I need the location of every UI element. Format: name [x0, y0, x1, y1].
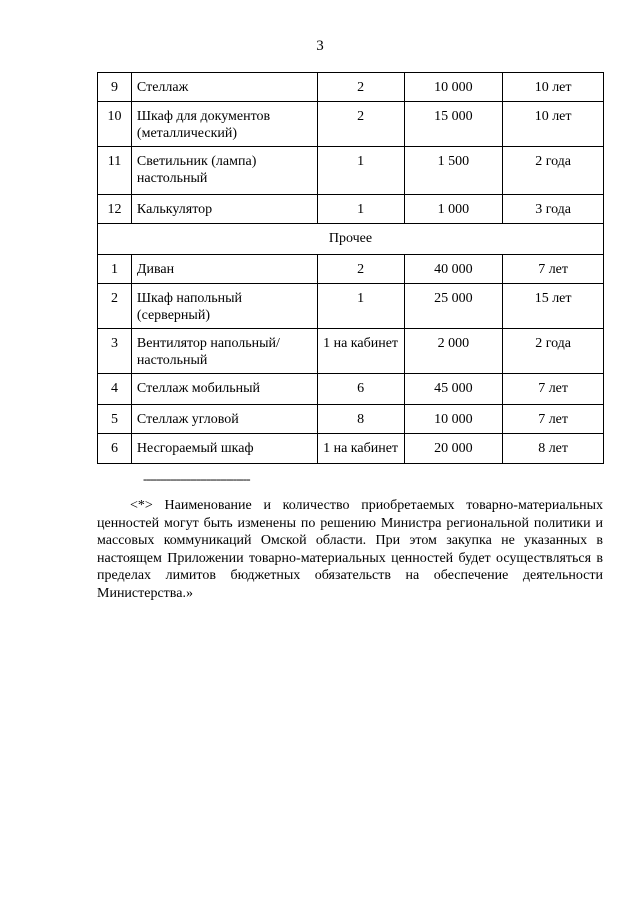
item-name: Диван [131, 255, 317, 284]
item-name: Шкаф напольный (серверный) [131, 284, 317, 329]
items-table [97, 72, 604, 464]
table-row [98, 255, 604, 284]
item-service-life: 7 лет [503, 405, 604, 434]
footnote-text: <*> Наименование и количество приобретаемых товарно-материальных ценностей могут быть изменены по решению Министра региональной политики и массовых коммуникаций Омской области. При этом закупка не указанных в настоящем Приложении товарно-материальных ценностей будет осуществляться в пределах лимитов бюджетных обязательств на обеспечение деятельности Министерства.» [97, 498, 603, 601]
section-title: Прочее [98, 224, 604, 255]
item-name: Стеллаж [131, 73, 317, 102]
table-row [98, 434, 604, 464]
item-quantity: 6 [317, 374, 404, 405]
item-quantity: 2 [317, 102, 404, 147]
table-row [98, 329, 604, 374]
table-row [98, 73, 604, 102]
item-service-life: 7 лет [503, 374, 604, 405]
row-number: 6 [98, 434, 132, 464]
item-quantity: 2 [317, 255, 404, 284]
item-quantity: 1 на кабинет [317, 329, 404, 374]
item-price: 1 000 [404, 195, 503, 224]
item-price: 40 000 [404, 255, 503, 284]
item-price: 20 000 [404, 434, 503, 464]
row-number: 1 [98, 255, 132, 284]
item-service-life: 2 года [503, 147, 604, 195]
row-number: 10 [98, 102, 132, 147]
item-name: Калькулятор [131, 195, 317, 224]
item-price: 45 000 [404, 374, 503, 405]
item-service-life: 8 лет [503, 434, 604, 464]
row-number: 12 [98, 195, 132, 224]
table-row [98, 405, 604, 434]
item-price: 2 000 [404, 329, 503, 374]
row-number: 11 [98, 147, 132, 195]
item-quantity: 1 [317, 195, 404, 224]
row-number: 5 [98, 405, 132, 434]
item-name: Стеллаж угловой [131, 405, 317, 434]
item-price: 15 000 [404, 102, 503, 147]
item-name: Шкаф для документов (металлический) [131, 102, 317, 147]
section-row [98, 224, 604, 255]
item-price: 10 000 [404, 405, 503, 434]
item-service-life: 15 лет [503, 284, 604, 329]
row-number: 2 [98, 284, 132, 329]
table-row [98, 374, 604, 405]
item-name: Вентилятор напольный/настольный [131, 329, 317, 374]
item-service-life: 7 лет [503, 255, 604, 284]
table-row [98, 147, 604, 195]
item-service-life: 3 года [503, 195, 604, 224]
page-number: 3 [316, 38, 324, 54]
item-quantity: 1 [317, 147, 404, 195]
table-row [98, 284, 604, 329]
item-quantity: 8 [317, 405, 404, 434]
item-name: Стеллаж мобильный [131, 374, 317, 405]
item-name: Несгораемый шкаф [131, 434, 317, 464]
item-quantity: 2 [317, 73, 404, 102]
table-row [98, 195, 604, 224]
item-service-life: 2 года [503, 329, 604, 374]
item-service-life: 10 лет [503, 102, 604, 147]
row-number: 9 [98, 73, 132, 102]
item-name: Светильник (лампа) настольный [131, 147, 317, 195]
table-row [98, 102, 604, 147]
item-price: 1 500 [404, 147, 503, 195]
item-price: 10 000 [404, 73, 503, 102]
item-service-life: 10 лет [503, 73, 604, 102]
row-number: 3 [98, 329, 132, 374]
item-price: 25 000 [404, 284, 503, 329]
item-quantity: 1 [317, 284, 404, 329]
row-number: 4 [98, 374, 132, 405]
footnote-separator: -------------------------------- [143, 471, 250, 486]
item-quantity: 1 на кабинет [317, 434, 404, 464]
